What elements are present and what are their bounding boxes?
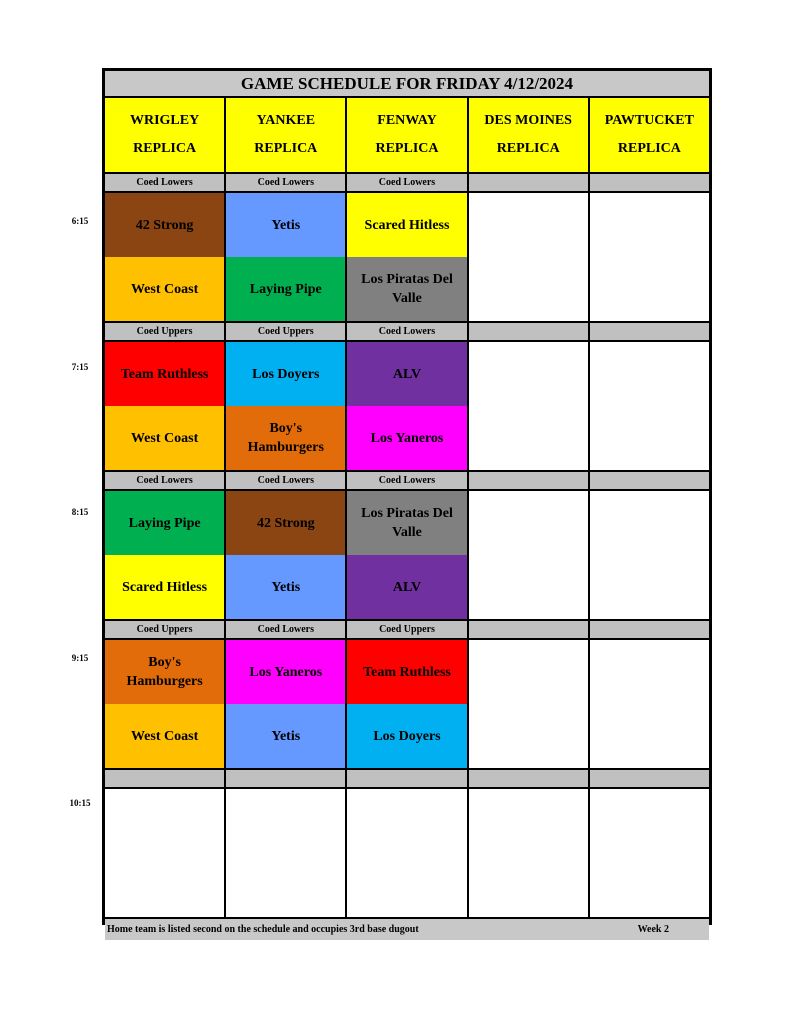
game-slot: [226, 640, 345, 768]
away-team: Boy's Hamburgers: [105, 640, 224, 704]
away-team: [105, 789, 224, 853]
home-team: Los Piratas Del Valle: [347, 257, 466, 321]
home-team: Laying Pipe: [226, 257, 345, 321]
division-label: [590, 174, 709, 191]
game-slot: [226, 789, 345, 917]
home-team: [469, 555, 588, 619]
division-label: [469, 621, 588, 638]
division-label: [226, 770, 345, 787]
field-header: [590, 98, 709, 172]
home-team: [469, 853, 588, 917]
game-slot: [105, 491, 224, 619]
home-team: [469, 704, 588, 768]
away-team: Team Ruthless: [105, 342, 224, 406]
division-label: [105, 770, 224, 787]
field-header: [226, 98, 345, 172]
away-team: Scared Hitless: [347, 193, 466, 257]
division-label: Coed Lowers: [347, 472, 466, 489]
home-team: [347, 853, 466, 917]
field-subtitle: REPLICA: [133, 141, 197, 156]
home-team: [590, 406, 709, 470]
game-slot: [105, 640, 224, 768]
division-label: [469, 174, 588, 191]
game-slot: [347, 640, 466, 768]
division-label: [469, 770, 588, 787]
field-name: YANKEE: [256, 113, 316, 128]
home-team: Los Doyers: [347, 704, 466, 768]
home-team-note: Home team is listed second on the schedule and occupies 3rd base dugout: [107, 924, 419, 935]
game-slot: [105, 789, 224, 917]
away-team: Yetis: [226, 193, 345, 257]
away-team: Los Yaneros: [226, 640, 345, 704]
field-name: WRIGLEY: [129, 113, 200, 128]
game-slot: [226, 193, 345, 321]
away-team: [590, 640, 709, 704]
game-slot: [347, 491, 466, 619]
away-team: ALV: [347, 342, 466, 406]
division-label: [590, 621, 709, 638]
away-team: [226, 789, 345, 853]
away-team: 42 Strong: [226, 491, 345, 555]
field-name: FENWAY: [377, 113, 437, 128]
game-slot: [347, 193, 466, 321]
schedule-title: GAME SCHEDULE FOR FRIDAY 4/12/2024: [105, 71, 709, 96]
time-label: 8:15: [71, 507, 89, 517]
game-slot: [105, 342, 224, 470]
field-subtitle: REPLICA: [375, 141, 439, 156]
away-team: [590, 193, 709, 257]
away-team: [469, 640, 588, 704]
time-label: 9:15: [71, 653, 89, 663]
time-label: 10:15: [69, 798, 91, 808]
game-slot: [469, 342, 588, 470]
home-team: [469, 257, 588, 321]
away-team: [469, 491, 588, 555]
division-label: Coed Lowers: [105, 174, 224, 191]
away-team: [469, 789, 588, 853]
time-label: 7:15: [71, 362, 89, 372]
division-label: Coed Uppers: [226, 323, 345, 340]
home-team: [105, 853, 224, 917]
division-label: Coed Lowers: [347, 323, 466, 340]
field-subtitle: REPLICA: [254, 141, 318, 156]
game-slot: [469, 789, 588, 917]
game-slot: [347, 342, 466, 470]
away-team: Los Piratas Del Valle: [347, 491, 466, 555]
division-label: Coed Uppers: [105, 621, 224, 638]
game-slot: [590, 342, 709, 470]
division-label: Coed Lowers: [226, 174, 345, 191]
away-team: [590, 789, 709, 853]
home-team: Los Yaneros: [347, 406, 466, 470]
division-label: [469, 472, 588, 489]
away-team: Team Ruthless: [347, 640, 466, 704]
away-team: [347, 789, 466, 853]
home-team: Boy's Hamburgers: [226, 406, 345, 470]
schedule-grid: [105, 71, 709, 935]
division-label: Coed Lowers: [226, 472, 345, 489]
division-label: Coed Uppers: [347, 621, 466, 638]
home-team: [590, 257, 709, 321]
field-subtitle: REPLICA: [617, 141, 681, 156]
away-team: Laying Pipe: [105, 491, 224, 555]
game-slot: [590, 491, 709, 619]
game-slot: [590, 193, 709, 321]
field-header: [469, 98, 588, 172]
game-slot: [226, 491, 345, 619]
away-team: [590, 342, 709, 406]
away-team: [469, 193, 588, 257]
game-slot: [469, 491, 588, 619]
home-team: ALV: [347, 555, 466, 619]
home-team: [469, 406, 588, 470]
field-header: [105, 98, 224, 172]
division-label: Coed Lowers: [347, 174, 466, 191]
field-name: DES MOINES: [484, 113, 572, 128]
division-label: Coed Uppers: [105, 323, 224, 340]
game-slot: [590, 640, 709, 768]
game-slot: [590, 789, 709, 917]
division-label: Coed Lowers: [105, 472, 224, 489]
week-label: Week 2: [637, 924, 669, 935]
game-slot: [226, 342, 345, 470]
home-team: [590, 704, 709, 768]
game-slot: [347, 789, 466, 917]
home-team: Yetis: [226, 704, 345, 768]
division-label: [469, 323, 588, 340]
game-slot: [469, 640, 588, 768]
division-label: [590, 472, 709, 489]
home-team: [590, 853, 709, 917]
division-label: [590, 323, 709, 340]
home-team: West Coast: [105, 406, 224, 470]
schedule-footer: [105, 919, 709, 940]
time-label: 6:15: [71, 216, 89, 226]
home-team: Scared Hitless: [105, 555, 224, 619]
field-subtitle: REPLICA: [496, 141, 560, 156]
home-team: West Coast: [105, 257, 224, 321]
field-header: [347, 98, 466, 172]
division-label: [590, 770, 709, 787]
away-team: [590, 491, 709, 555]
home-team: West Coast: [105, 704, 224, 768]
home-team: [226, 853, 345, 917]
away-team: Los Doyers: [226, 342, 345, 406]
home-team: Yetis: [226, 555, 345, 619]
division-label: Coed Lowers: [226, 621, 345, 638]
away-team: [469, 342, 588, 406]
away-team: 42 Strong: [105, 193, 224, 257]
game-slot: [105, 193, 224, 321]
game-slot: [469, 193, 588, 321]
home-team: [590, 555, 709, 619]
division-label: [347, 770, 466, 787]
field-name: PAWTUCKET: [604, 113, 694, 128]
schedule-sheet: [102, 68, 712, 935]
